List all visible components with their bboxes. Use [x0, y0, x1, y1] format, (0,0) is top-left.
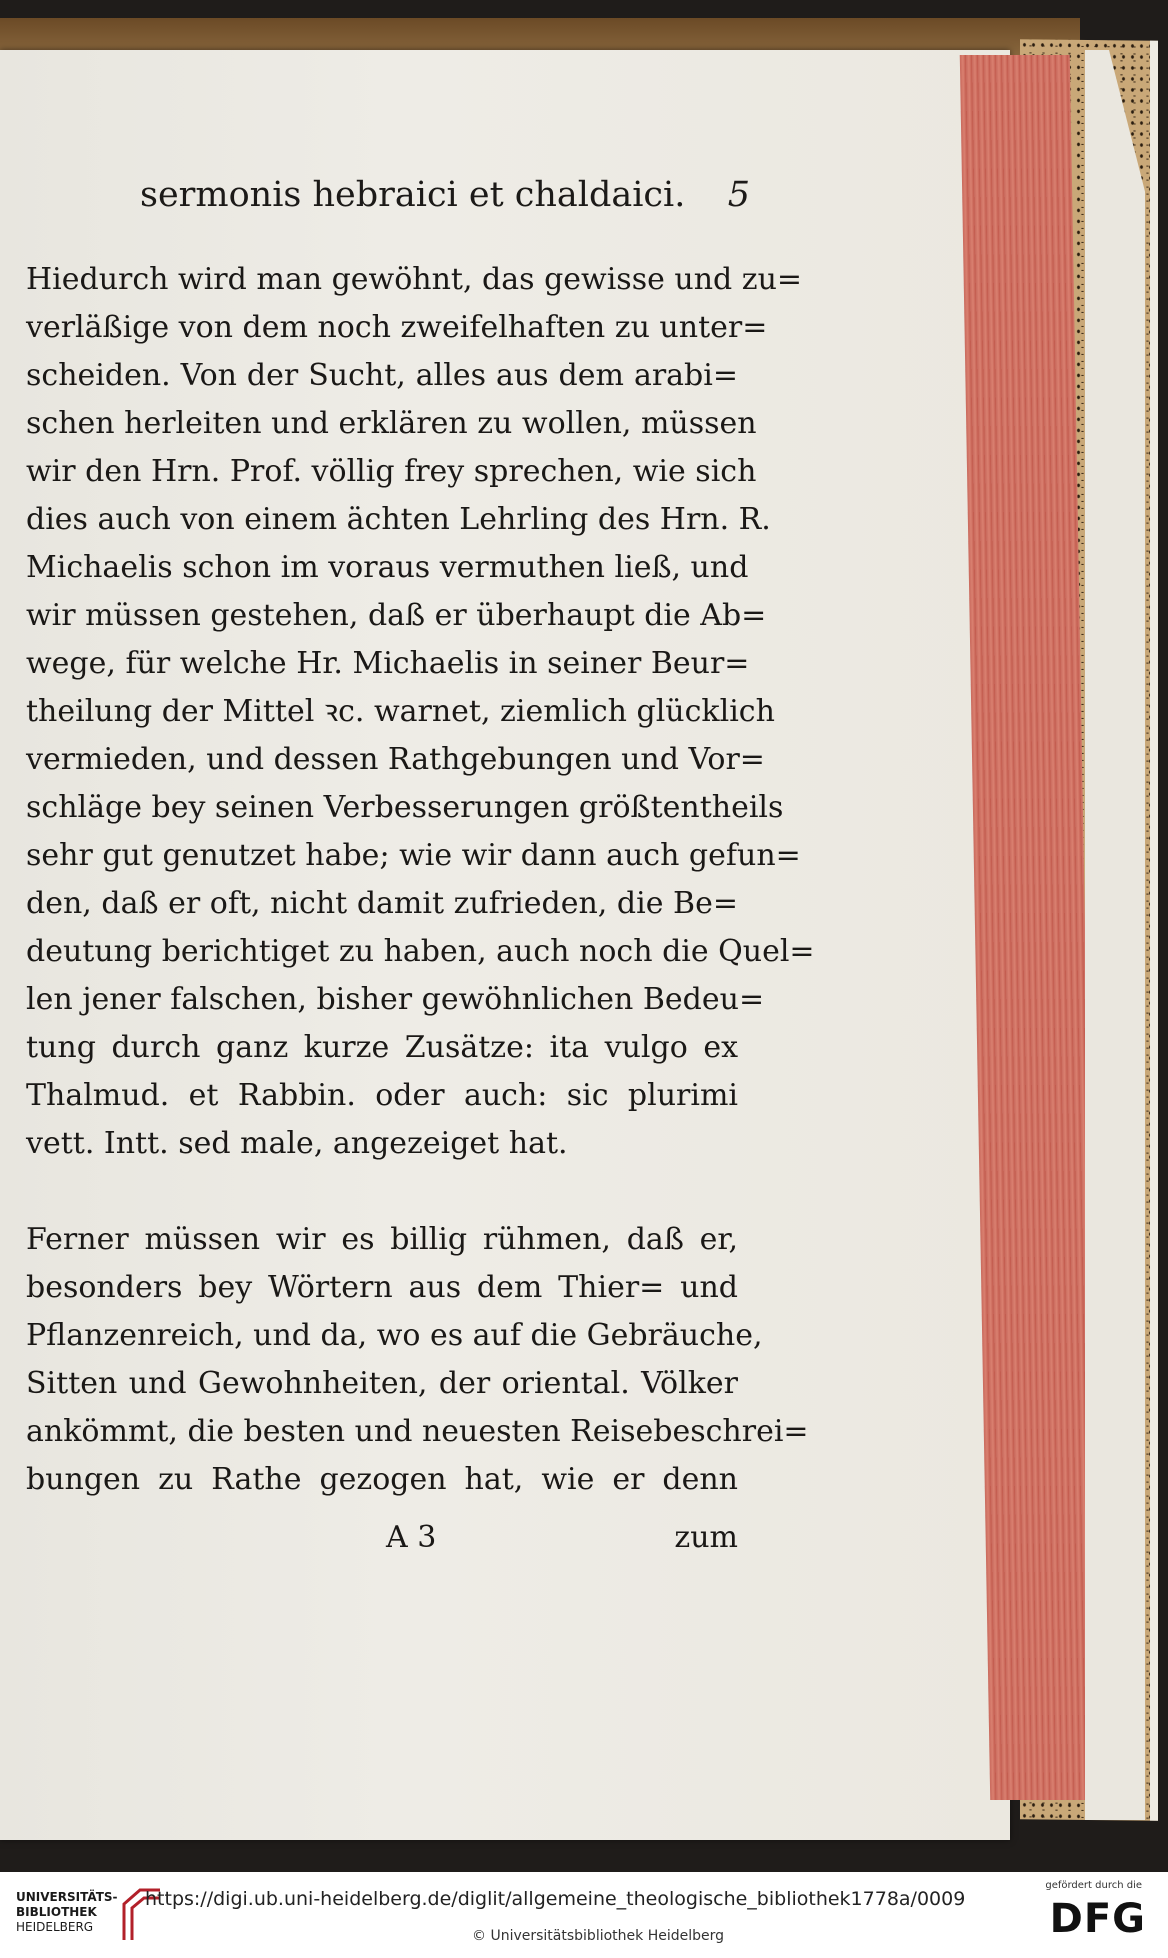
text-line: Thalmud. et Rabbin. oder auch: sic plurimi [26, 1078, 738, 1113]
text-line: schläge bey seinen Verbesserungen größtentheils [26, 790, 784, 825]
funding-label: gefördert durch die [1045, 1880, 1142, 1891]
catchword: zum [674, 1520, 738, 1555]
paragraph-1 [26, 256, 815, 1168]
text-line: wege, für welche Hr. Michaelis in seiner Beur= [26, 646, 750, 681]
library-name-line2: BIBLIOTHEK [16, 1905, 97, 1919]
text-line: Sitten und Gewohnheiten, der oriental. Völker [26, 1366, 738, 1401]
text-line: wir müssen gestehen, daß er überhaupt die Ab= [26, 598, 767, 633]
text-line: scheiden. Von der Sucht, alles aus dem arabi= [26, 358, 738, 393]
text-line: Hiedurch wird man gewöhnt, das gewisse und zu= [26, 262, 803, 297]
library-name [16, 1890, 118, 1935]
text-line: ankömmt, die besten und neuesten Reisebeschrei= [26, 1414, 809, 1449]
page-number: 5 [727, 175, 750, 215]
text-line: den, daß er oft, nicht damit zufrieden, die Be= [26, 886, 738, 921]
permalink-url[interactable]: https://digi.ub.uni-heidelberg.de/diglit/allgemeine_theologische_bibliothek1778a/0009 [145, 1888, 966, 1910]
text-line: Michaelis schon im voraus vermuthen ließ, und [26, 550, 749, 585]
body-text [26, 256, 815, 1504]
library-name-line1: UNIVERSITÄTS- [16, 1890, 118, 1904]
text-line: schen herleiten und erklären zu wollen, müssen [26, 406, 757, 441]
text-line: wir den Hrn. Prof. völlig frey sprechen, wie sich [26, 454, 757, 489]
text-line: dies auch von einem ächten Lehrling des Hrn. R. [26, 502, 771, 537]
signature-mark: A 3 [386, 1520, 437, 1555]
text-line: tung durch ganz kurze Zusätze: ita vulgo ex [26, 1030, 738, 1065]
dfg-logo: DFG [1049, 1896, 1146, 1942]
text-line: vermieden, und dessen Rathgebungen und Vor= [26, 742, 765, 777]
library-name-line3: HEIDELBERG [16, 1920, 94, 1934]
copyright-notice: © Universitätsbibliothek Heidelberg [472, 1928, 725, 1944]
text-line: theilung der Mittel ꝛc. warnet, ziemlich glücklich [26, 694, 775, 729]
paragraph-2 [26, 1216, 809, 1504]
paragraph-gap [26, 1168, 738, 1216]
text-line: sehr gut genutzet habe; wie wir dann auch gefun= [26, 838, 801, 873]
text-line: Ferner müssen wir es billig rühmen, daß er, [26, 1222, 738, 1257]
viewer-footer [0, 1872, 1168, 1958]
text-line: len jener falschen, bisher gewöhnlichen Bedeu= [26, 982, 765, 1017]
cover-edge [1085, 50, 1145, 1820]
text-line: Pflanzenreich, und da, wo es auf die Gebräuche, [26, 1318, 763, 1353]
text-line: besonders bey Wörtern aus dem Thier= und [26, 1270, 738, 1305]
text-line: deutung berichtiget zu haben, auch noch die Quel= [26, 934, 815, 969]
text-line: vett. Intt. sed male, angezeiget hat. [26, 1126, 568, 1161]
running-head [140, 175, 750, 215]
text-line: bungen zu Rathe gezogen hat, wie er denn [26, 1462, 738, 1497]
text-line: verläßige von dem noch zweifelhaften zu unter= [26, 310, 768, 345]
running-head-title: sermonis hebraici et chaldaici. [140, 175, 686, 215]
